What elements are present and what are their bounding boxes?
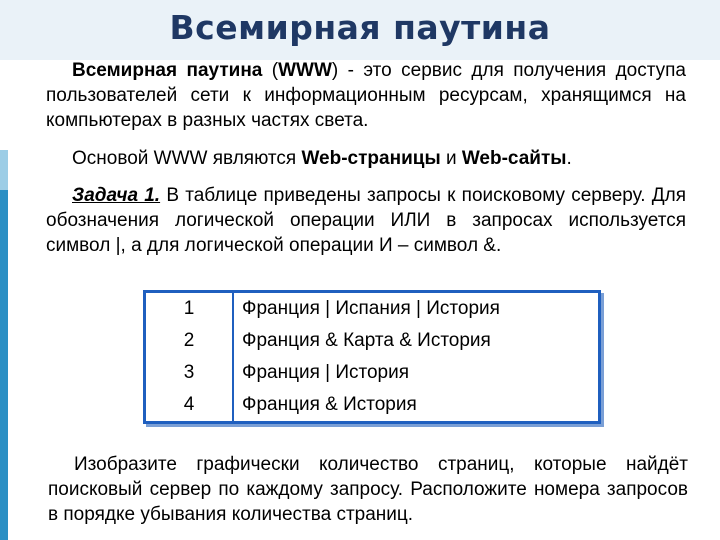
query-number: 1 [145,292,234,326]
slide-title: Всемирная паутина [169,8,551,47]
side-accent-strip [0,150,8,540]
query-text: Франция | Испания | История [242,298,500,319]
term-paren: ( [262,60,279,81]
table-row [145,325,600,357]
web-pages-term: Web-страницы [301,148,441,169]
abbr-www: WWW [278,60,332,81]
task-text: В таблице приведены запросы к поисковому серверу. Для обозначения логической операции ИЛИ в запросах используется символ |, а для логической операции И – символ &. [46,185,686,256]
side-accent-segment [0,150,8,190]
definition-paragraph [46,58,686,133]
basis-suffix: . [566,148,572,169]
instruction-text: Изобразите графически количество страниц, которые найдёт поисковый сервер по каждому запросу. Расположите номера запросов в порядке убывания количества страниц. [48,454,688,525]
task-label: Задача 1. [72,185,161,206]
basis-and: и [440,148,462,169]
definition-text: ) - это сервис для получения доступа пользователей сети к информационным ресурсам, хранящимся на компьютерах в разных частях света. [46,60,686,131]
instruction-paragraph [48,452,688,527]
query-text: Франция & История [242,394,417,415]
term-www: Всемирная паутина [72,60,263,81]
basis-prefix: Основой WWW являются [72,148,302,169]
query-number: 2 [145,325,234,357]
table-row [145,389,600,423]
task-paragraph [46,183,686,258]
query-number: 4 [145,389,234,423]
query-table [143,290,601,424]
table-row [145,292,600,326]
web-sites-term: Web-сайты [461,148,567,169]
query-number: 3 [145,357,234,389]
table-row [145,357,600,389]
query-text: Франция | История [242,362,410,383]
basis-paragraph [46,146,686,171]
query-text: Франция & Карта & История [242,330,491,351]
